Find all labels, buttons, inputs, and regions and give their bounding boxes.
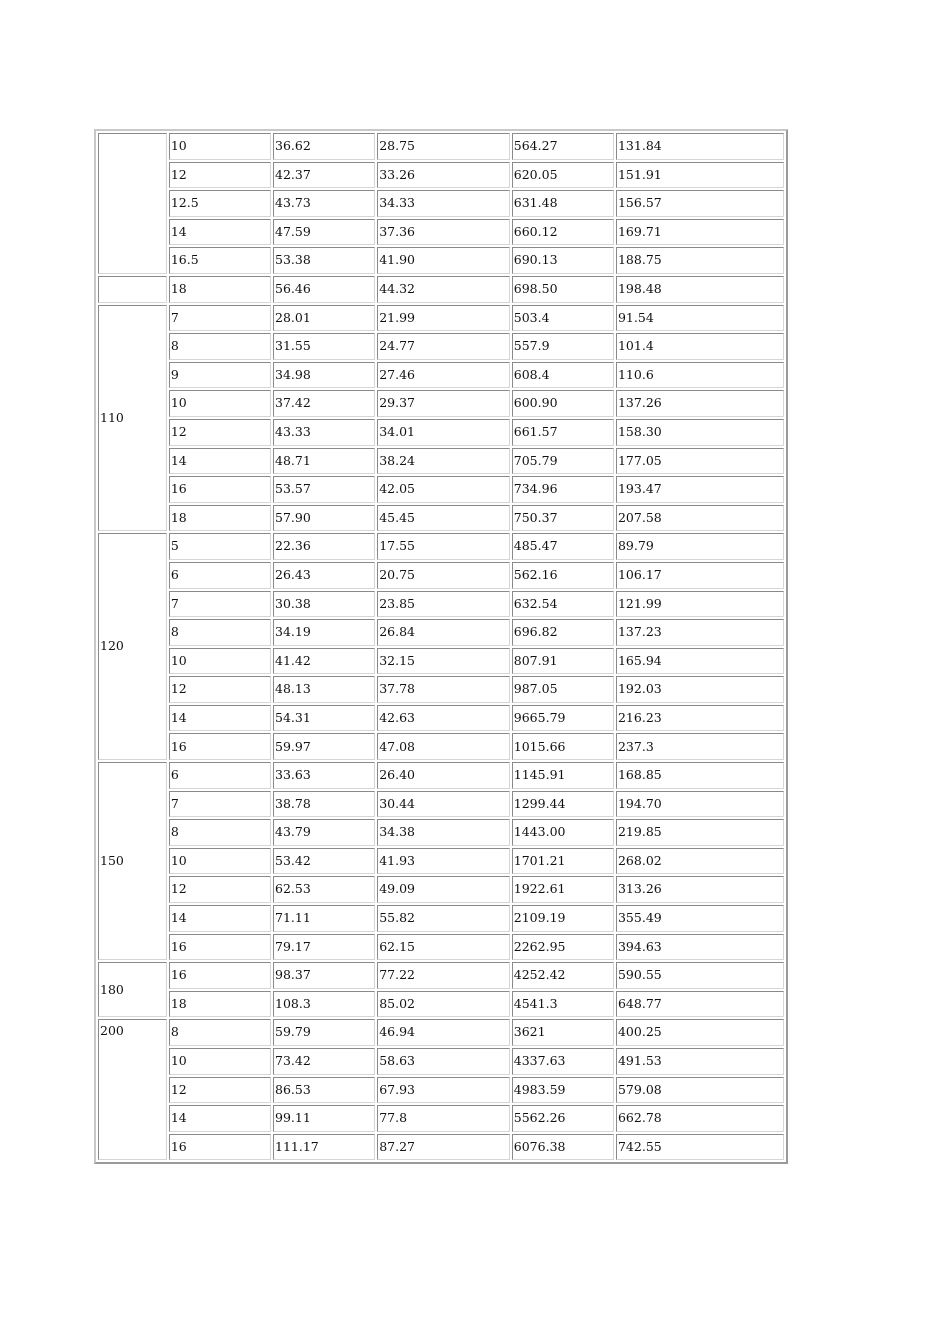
table-cell: 28.01	[273, 305, 375, 332]
table-cell: 12	[169, 876, 271, 903]
table-cell: 705.79	[512, 448, 614, 475]
table-cell: 30.44	[377, 791, 510, 818]
table-cell: 137.23	[616, 619, 784, 646]
table-cell: 750.37	[512, 505, 614, 532]
table-cell: 48.13	[273, 676, 375, 703]
table-row	[98, 1077, 784, 1104]
table-cell: 79.17	[273, 934, 375, 961]
table-cell: 49.09	[377, 876, 510, 903]
table-cell: 77.8	[377, 1105, 510, 1132]
table-cell: 165.94	[616, 648, 784, 675]
table-cell: 62.15	[377, 934, 510, 961]
table-cell: 16	[169, 476, 271, 503]
table-cell: 33.26	[377, 162, 510, 189]
table-cell: 137.26	[616, 390, 784, 417]
table-cell: 37.42	[273, 390, 375, 417]
table-cell: 54.31	[273, 705, 375, 732]
table-cell: 216.23	[616, 705, 784, 732]
table-cell: 86.53	[273, 1077, 375, 1104]
table-cell: 34.98	[273, 362, 375, 389]
table-cell: 10	[169, 390, 271, 417]
table-cell: 53.57	[273, 476, 375, 503]
table-cell: 56.46	[273, 276, 375, 303]
table-cell: 28.75	[377, 133, 510, 160]
table-cell: 18	[169, 276, 271, 303]
table-row	[98, 476, 784, 503]
table-cell: 169.71	[616, 219, 784, 246]
table-cell: 6	[169, 562, 271, 589]
table-cell: 59.97	[273, 733, 375, 760]
table-cell: 12	[169, 676, 271, 703]
table-cell: 37.78	[377, 676, 510, 703]
table-cell: 9665.79	[512, 705, 614, 732]
table-cell: 99.11	[273, 1105, 375, 1132]
table-cell: 89.79	[616, 533, 784, 560]
group-label-cell: 200	[98, 1019, 167, 1160]
table-row	[98, 190, 784, 217]
table-cell: 55.82	[377, 905, 510, 932]
table-row	[98, 648, 784, 675]
table-cell: 690.13	[512, 247, 614, 274]
table-cell: 111.17	[273, 1134, 375, 1161]
table-cell: 27.46	[377, 362, 510, 389]
group-label-cell	[98, 133, 167, 274]
table-cell: 400.25	[616, 1019, 784, 1046]
table-cell: 7	[169, 791, 271, 818]
table-cell: 503.4	[512, 305, 614, 332]
table-row	[98, 362, 784, 389]
table-cell: 110.6	[616, 362, 784, 389]
table-cell: 42.05	[377, 476, 510, 503]
table-cell: 31.55	[273, 333, 375, 360]
table-cell: 1922.61	[512, 876, 614, 903]
table-row	[98, 733, 784, 760]
table-cell: 268.02	[616, 848, 784, 875]
table-cell: 5	[169, 533, 271, 560]
table-row	[98, 1105, 784, 1132]
table-cell: 194.70	[616, 791, 784, 818]
table-cell: 661.57	[512, 419, 614, 446]
table-cell: 4983.59	[512, 1077, 614, 1104]
table-row	[98, 876, 784, 903]
table-cell: 14	[169, 905, 271, 932]
table-cell: 5562.26	[512, 1105, 614, 1132]
table-cell: 16	[169, 1134, 271, 1161]
table-cell: 101.4	[616, 333, 784, 360]
table-row	[98, 591, 784, 618]
table-cell: 660.12	[512, 219, 614, 246]
table-cell: 1015.66	[512, 733, 614, 760]
table-cell: 43.73	[273, 190, 375, 217]
table-cell: 47.08	[377, 733, 510, 760]
table-cell: 18	[169, 991, 271, 1018]
table-cell: 71.11	[273, 905, 375, 932]
table-cell: 193.47	[616, 476, 784, 503]
table-cell: 59.79	[273, 1019, 375, 1046]
table-cell: 696.82	[512, 619, 614, 646]
table-cell: 45.45	[377, 505, 510, 532]
group-label-cell: 180	[98, 962, 167, 1017]
table-cell: 237.3	[616, 733, 784, 760]
table-cell: 47.59	[273, 219, 375, 246]
table-row	[98, 962, 784, 989]
table-cell: 632.54	[512, 591, 614, 618]
table-cell: 48.71	[273, 448, 375, 475]
table-cell: 38.78	[273, 791, 375, 818]
table-row	[98, 762, 784, 789]
table-cell: 53.38	[273, 247, 375, 274]
table-cell: 491.53	[616, 1048, 784, 1075]
data-table-frame	[94, 129, 788, 1164]
table-cell: 43.79	[273, 819, 375, 846]
table-row	[98, 390, 784, 417]
table-cell: 1701.21	[512, 848, 614, 875]
table-cell: 42.63	[377, 705, 510, 732]
table-cell: 4252.42	[512, 962, 614, 989]
table-cell: 394.63	[616, 934, 784, 961]
group-label-cell	[98, 276, 167, 303]
table-cell: 16	[169, 934, 271, 961]
table-cell: 37.36	[377, 219, 510, 246]
table-row	[98, 934, 784, 961]
table-cell: 631.48	[512, 190, 614, 217]
table-cell: 987.05	[512, 676, 614, 703]
table-cell: 106.17	[616, 562, 784, 589]
group-label-cell: 150	[98, 762, 167, 960]
group-label-cell: 120	[98, 533, 167, 760]
table-cell: 3621	[512, 1019, 614, 1046]
table-row	[98, 219, 784, 246]
table-cell: 22.36	[273, 533, 375, 560]
table-cell: 131.84	[616, 133, 784, 160]
table-row	[98, 419, 784, 446]
table-row	[98, 1134, 784, 1161]
table-cell: 87.27	[377, 1134, 510, 1161]
table-cell: 608.4	[512, 362, 614, 389]
table-cell: 12	[169, 419, 271, 446]
table-cell: 53.42	[273, 848, 375, 875]
table-cell: 41.42	[273, 648, 375, 675]
table-cell: 18	[169, 505, 271, 532]
angle-steel-data-table	[96, 131, 786, 1162]
table-cell: 10	[169, 848, 271, 875]
table-cell: 108.3	[273, 991, 375, 1018]
table-row	[98, 162, 784, 189]
table-cell: 16	[169, 733, 271, 760]
table-row	[98, 1048, 784, 1075]
table-row	[98, 1019, 784, 1046]
table-cell: 91.54	[616, 305, 784, 332]
table-cell: 14	[169, 219, 271, 246]
table-cell: 73.42	[273, 1048, 375, 1075]
table-row	[98, 848, 784, 875]
table-cell: 62.53	[273, 876, 375, 903]
table-cell: 6	[169, 762, 271, 789]
table-cell: 67.93	[377, 1077, 510, 1104]
table-cell: 600.90	[512, 390, 614, 417]
table-cell: 34.33	[377, 190, 510, 217]
table-cell: 7	[169, 591, 271, 618]
table-cell: 10	[169, 1048, 271, 1075]
table-cell: 734.96	[512, 476, 614, 503]
table-cell: 30.38	[273, 591, 375, 618]
table-cell: 4337.63	[512, 1048, 614, 1075]
table-cell: 1299.44	[512, 791, 614, 818]
table-cell: 46.94	[377, 1019, 510, 1046]
table-cell: 564.27	[512, 133, 614, 160]
table-cell: 12.5	[169, 190, 271, 217]
table-row	[98, 676, 784, 703]
table-cell: 8	[169, 819, 271, 846]
table-row	[98, 133, 784, 160]
table-cell: 579.08	[616, 1077, 784, 1104]
table-cell: 1145.91	[512, 762, 614, 789]
table-row	[98, 619, 784, 646]
table-row	[98, 991, 784, 1018]
table-cell: 24.77	[377, 333, 510, 360]
table-row	[98, 305, 784, 332]
table-cell: 177.05	[616, 448, 784, 475]
table-cell: 42.37	[273, 162, 375, 189]
table-cell: 34.38	[377, 819, 510, 846]
table-cell: 648.77	[616, 991, 784, 1018]
table-row	[98, 247, 784, 274]
table-cell: 44.32	[377, 276, 510, 303]
table-cell: 620.05	[512, 162, 614, 189]
table-cell: 32.15	[377, 648, 510, 675]
table-row	[98, 705, 784, 732]
table-cell: 20.75	[377, 562, 510, 589]
table-cell: 807.91	[512, 648, 614, 675]
table-cell: 43.33	[273, 419, 375, 446]
table-cell: 23.85	[377, 591, 510, 618]
table-cell: 33.63	[273, 762, 375, 789]
table-row	[98, 562, 784, 589]
table-cell: 168.85	[616, 762, 784, 789]
table-body	[98, 133, 784, 1160]
table-cell: 485.47	[512, 533, 614, 560]
table-cell: 98.37	[273, 962, 375, 989]
table-cell: 41.90	[377, 247, 510, 274]
table-cell: 188.75	[616, 247, 784, 274]
table-cell: 26.43	[273, 562, 375, 589]
table-cell: 38.24	[377, 448, 510, 475]
table-cell: 219.85	[616, 819, 784, 846]
table-cell: 6076.38	[512, 1134, 614, 1161]
table-cell: 158.30	[616, 419, 784, 446]
table-row	[98, 505, 784, 532]
table-cell: 34.01	[377, 419, 510, 446]
table-cell: 207.58	[616, 505, 784, 532]
table-row	[98, 791, 784, 818]
table-cell: 57.90	[273, 505, 375, 532]
table-cell: 85.02	[377, 991, 510, 1018]
table-cell: 151.91	[616, 162, 784, 189]
table-cell: 58.63	[377, 1048, 510, 1075]
group-label-cell: 110	[98, 305, 167, 532]
table-cell: 41.93	[377, 848, 510, 875]
table-cell: 10	[169, 133, 271, 160]
table-cell: 29.37	[377, 390, 510, 417]
table-cell: 26.84	[377, 619, 510, 646]
table-cell: 16	[169, 962, 271, 989]
table-cell: 2262.95	[512, 934, 614, 961]
table-row	[98, 448, 784, 475]
table-row	[98, 533, 784, 560]
table-cell: 156.57	[616, 190, 784, 217]
table-cell: 198.48	[616, 276, 784, 303]
table-row	[98, 276, 784, 303]
table-cell: 36.62	[273, 133, 375, 160]
table-cell: 2109.19	[512, 905, 614, 932]
table-cell: 8	[169, 619, 271, 646]
table-cell: 4541.3	[512, 991, 614, 1018]
table-cell: 77.22	[377, 962, 510, 989]
table-cell: 557.9	[512, 333, 614, 360]
table-cell: 14	[169, 705, 271, 732]
table-cell: 662.78	[616, 1105, 784, 1132]
table-cell: 313.26	[616, 876, 784, 903]
table-cell: 21.99	[377, 305, 510, 332]
table-row	[98, 905, 784, 932]
table-cell: 10	[169, 648, 271, 675]
table-cell: 1443.00	[512, 819, 614, 846]
table-cell: 9	[169, 362, 271, 389]
table-cell: 7	[169, 305, 271, 332]
table-row	[98, 333, 784, 360]
table-cell: 17.55	[377, 533, 510, 560]
table-cell: 590.55	[616, 962, 784, 989]
table-cell: 121.99	[616, 591, 784, 618]
table-cell: 26.40	[377, 762, 510, 789]
table-row	[98, 819, 784, 846]
table-cell: 14	[169, 1105, 271, 1132]
table-cell: 8	[169, 1019, 271, 1046]
table-cell: 355.49	[616, 905, 784, 932]
table-cell: 192.03	[616, 676, 784, 703]
table-cell: 12	[169, 162, 271, 189]
table-cell: 16.5	[169, 247, 271, 274]
table-cell: 562.16	[512, 562, 614, 589]
table-cell: 34.19	[273, 619, 375, 646]
table-cell: 698.50	[512, 276, 614, 303]
table-cell: 8	[169, 333, 271, 360]
table-cell: 12	[169, 1077, 271, 1104]
table-cell: 742.55	[616, 1134, 784, 1161]
table-cell: 14	[169, 448, 271, 475]
